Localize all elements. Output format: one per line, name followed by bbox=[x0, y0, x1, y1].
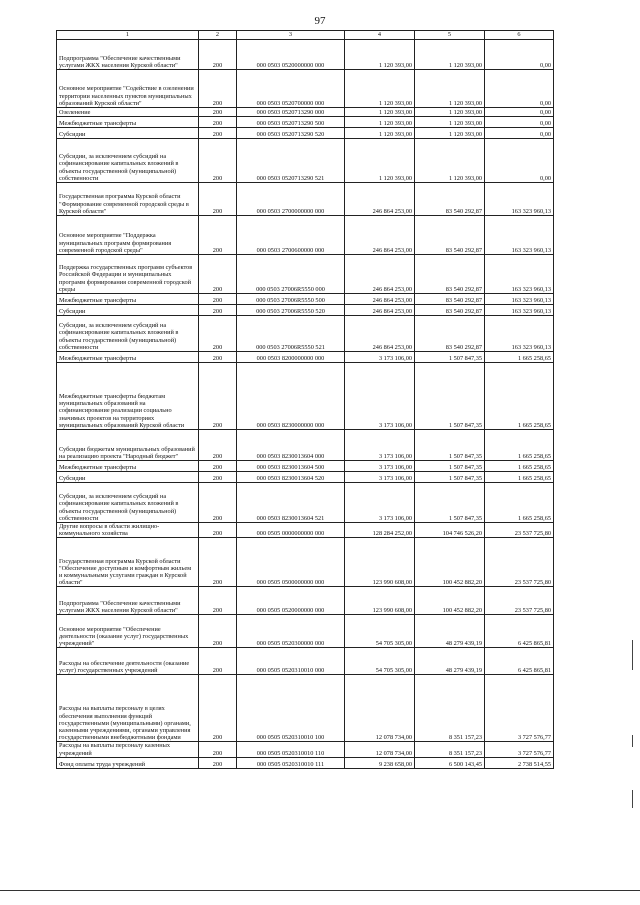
row-classifier-cell: 000 0505 0520300000 000 bbox=[237, 615, 345, 648]
row-name-cell: Основное мероприятие "Поддержка муниципальных программ формирования современной городской среды" bbox=[57, 216, 199, 255]
row-approved-cell: 9 238 658,00 bbox=[345, 757, 415, 768]
budget-table bbox=[56, 30, 554, 769]
row-remainder-cell: 6 425 865,81 bbox=[485, 615, 554, 648]
column-header-6: 6 bbox=[485, 31, 554, 40]
row-executed-cell: 1 507 847,35 bbox=[415, 472, 485, 483]
row-classifier-cell: 000 0503 27006R5550 521 bbox=[237, 316, 345, 352]
table-row bbox=[57, 615, 554, 648]
row-classifier-cell: 000 0503 0520000000 000 bbox=[237, 40, 345, 70]
row-name-cell: Межбюджетные трансферты bbox=[57, 352, 199, 363]
row-approved-cell: 3 173 106,00 bbox=[345, 483, 415, 523]
row-name-cell: Подпрограмма "Обеспечение качественными услугами ЖКХ населения Курской области" bbox=[57, 40, 199, 70]
row-approved-cell: 3 173 106,00 bbox=[345, 472, 415, 483]
row-code-cell: 200 bbox=[199, 128, 237, 139]
row-classifier-cell: 000 0505 0520310010 100 bbox=[237, 675, 345, 742]
row-name-cell: Государственная программа Курской области "Формирование современной городской среды в Курской области" bbox=[57, 183, 199, 216]
table-row bbox=[57, 523, 554, 538]
row-executed-cell: 8 351 157,23 bbox=[415, 742, 485, 757]
table-row bbox=[57, 352, 554, 363]
row-classifier-cell: 000 0503 0520713290 521 bbox=[237, 139, 345, 183]
column-header-3: 3 bbox=[237, 31, 345, 40]
row-code-cell: 200 bbox=[199, 363, 237, 430]
row-name-cell: Субсидии, за исключением субсидий на софинансирование капитальных вложений в объекты государственной (муниципальной) собственности bbox=[57, 316, 199, 352]
margin-mark bbox=[632, 790, 633, 808]
row-classifier-cell: 000 0505 0520310010 110 bbox=[237, 742, 345, 757]
row-name-cell: Фонд оплаты труда учреждений bbox=[57, 757, 199, 768]
row-code-cell: 200 bbox=[199, 305, 237, 316]
row-code-cell: 200 bbox=[199, 139, 237, 183]
row-name-cell: Другие вопросы в области жилищно-коммунального хозяйства bbox=[57, 523, 199, 538]
row-executed-cell: 1 120 393,00 bbox=[415, 117, 485, 128]
row-approved-cell: 128 284 252,00 bbox=[345, 523, 415, 538]
row-executed-cell: 1 120 393,00 bbox=[415, 139, 485, 183]
row-classifier-cell: 000 0503 27006R5550 500 bbox=[237, 294, 345, 305]
row-name-cell: Государственная программа Курской области "Обеспечение доступным и комфортным жильем и коммунальными услугами граждан в Курской области" bbox=[57, 538, 199, 587]
row-executed-cell: 83 540 292,87 bbox=[415, 316, 485, 352]
row-executed-cell: 1 120 393,00 bbox=[415, 70, 485, 108]
row-remainder-cell: 3 727 576,77 bbox=[485, 675, 554, 742]
row-classifier-cell: 000 0503 0520713290 520 bbox=[237, 128, 345, 139]
row-code-cell: 200 bbox=[199, 648, 237, 675]
row-approved-cell: 1 120 393,00 bbox=[345, 108, 415, 117]
row-approved-cell: 246 864 253,00 bbox=[345, 183, 415, 216]
row-approved-cell: 246 864 253,00 bbox=[345, 294, 415, 305]
row-name-cell: Межбюджетные трансферты bbox=[57, 294, 199, 305]
row-approved-cell: 1 120 393,00 bbox=[345, 70, 415, 108]
row-remainder-cell: 1 665 258,65 bbox=[485, 430, 554, 461]
row-name-cell: Расходы на выплаты персоналу казенных учреждений bbox=[57, 742, 199, 757]
row-name-cell: Поддержка государственных программ субъектов Российской Федерации и муниципальных программ формирования современной городской среды bbox=[57, 255, 199, 294]
row-executed-cell: 1 120 393,00 bbox=[415, 128, 485, 139]
row-executed-cell: 100 452 882,20 bbox=[415, 538, 485, 587]
row-remainder-cell: 23 537 725,80 bbox=[485, 523, 554, 538]
row-approved-cell: 3 173 106,00 bbox=[345, 430, 415, 461]
row-classifier-cell: 000 0503 27006R5550 000 bbox=[237, 255, 345, 294]
row-approved-cell: 3 173 106,00 bbox=[345, 461, 415, 472]
row-executed-cell: 8 351 157,23 bbox=[415, 675, 485, 742]
row-classifier-cell: 000 0503 8230013604 000 bbox=[237, 430, 345, 461]
table-row bbox=[57, 483, 554, 523]
table-row bbox=[57, 538, 554, 587]
row-code-cell: 200 bbox=[199, 40, 237, 70]
row-approved-cell: 3 173 106,00 bbox=[345, 352, 415, 363]
row-executed-cell: 83 540 292,87 bbox=[415, 183, 485, 216]
row-remainder-cell: 0,00 bbox=[485, 108, 554, 117]
table-row bbox=[57, 316, 554, 352]
column-header-5: 5 bbox=[415, 31, 485, 40]
row-name-cell: Расходы на обеспечение деятельности (оказание услуг) государственных учреждений bbox=[57, 648, 199, 675]
row-executed-cell: 1 507 847,35 bbox=[415, 461, 485, 472]
row-executed-cell: 1 120 393,00 bbox=[415, 40, 485, 70]
row-name-cell: Основное мероприятие "Обеспечение деятельности (оказание услуг) государственных учреждений" bbox=[57, 615, 199, 648]
row-code-cell: 200 bbox=[199, 117, 237, 128]
row-classifier-cell: 000 0503 0520700000 000 bbox=[237, 70, 345, 108]
row-remainder-cell: 23 537 725,80 bbox=[485, 538, 554, 587]
row-name-cell: Межбюджетные трансферты bbox=[57, 461, 199, 472]
row-code-cell: 200 bbox=[199, 675, 237, 742]
row-remainder-cell: 1 665 258,65 bbox=[485, 363, 554, 430]
row-code-cell: 200 bbox=[199, 472, 237, 483]
row-executed-cell: 1 507 847,35 bbox=[415, 363, 485, 430]
row-classifier-cell: 000 0503 8200000000 000 bbox=[237, 352, 345, 363]
table-row bbox=[57, 117, 554, 128]
table-row bbox=[57, 108, 554, 117]
row-executed-cell: 1 507 847,35 bbox=[415, 483, 485, 523]
row-approved-cell: 246 864 253,00 bbox=[345, 216, 415, 255]
row-code-cell: 200 bbox=[199, 216, 237, 255]
row-classifier-cell: 000 0505 0520310010 000 bbox=[237, 648, 345, 675]
row-remainder-cell: 0,00 bbox=[485, 128, 554, 139]
row-remainder-cell: 2 738 514,55 bbox=[485, 757, 554, 768]
row-name-cell: Озеленение bbox=[57, 108, 199, 117]
table-row bbox=[57, 757, 554, 768]
row-approved-cell: 54 705 305,00 bbox=[345, 648, 415, 675]
row-code-cell: 200 bbox=[199, 757, 237, 768]
row-executed-cell: 83 540 292,87 bbox=[415, 216, 485, 255]
row-code-cell: 200 bbox=[199, 461, 237, 472]
row-approved-cell: 246 864 253,00 bbox=[345, 305, 415, 316]
margin-mark bbox=[632, 735, 633, 747]
row-code-cell: 200 bbox=[199, 294, 237, 305]
row-remainder-cell: 1 665 258,65 bbox=[485, 483, 554, 523]
margin-mark bbox=[632, 640, 633, 670]
row-classifier-cell: 000 0503 2700000000 000 bbox=[237, 183, 345, 216]
row-name-cell: Межбюджетные трансферты bbox=[57, 117, 199, 128]
row-code-cell: 200 bbox=[199, 742, 237, 757]
row-remainder-cell: 1 665 258,65 bbox=[485, 461, 554, 472]
table-row bbox=[57, 363, 554, 430]
table-row bbox=[57, 255, 554, 294]
row-remainder-cell: 163 323 960,13 bbox=[485, 216, 554, 255]
row-name-cell: Расходы на выплаты персоналу в целях обеспечения выполнения функций государственными (муниципальными) органами, казенными учреждениями, органами управления государственными внебюджетными фондами bbox=[57, 675, 199, 742]
row-remainder-cell: 0,00 bbox=[485, 117, 554, 128]
row-approved-cell: 1 120 393,00 bbox=[345, 128, 415, 139]
row-approved-cell: 123 990 608,00 bbox=[345, 587, 415, 615]
row-classifier-cell: 000 0503 8230013604 521 bbox=[237, 483, 345, 523]
row-remainder-cell: 1 665 258,65 bbox=[485, 472, 554, 483]
table-row bbox=[57, 40, 554, 70]
table-row bbox=[57, 472, 554, 483]
table-row bbox=[57, 216, 554, 255]
row-approved-cell: 246 864 253,00 bbox=[345, 316, 415, 352]
row-approved-cell: 12 078 734,00 bbox=[345, 742, 415, 757]
table-row bbox=[57, 648, 554, 675]
row-executed-cell: 6 500 143,45 bbox=[415, 757, 485, 768]
row-approved-cell: 3 173 106,00 bbox=[345, 363, 415, 430]
row-executed-cell: 1 507 847,35 bbox=[415, 352, 485, 363]
row-name-cell: Субсидии bbox=[57, 305, 199, 316]
row-executed-cell: 100 452 882,20 bbox=[415, 587, 485, 615]
table-row bbox=[57, 128, 554, 139]
table-body bbox=[57, 40, 554, 769]
row-remainder-cell: 0,00 bbox=[485, 139, 554, 183]
row-executed-cell: 1 120 393,00 bbox=[415, 108, 485, 117]
row-remainder-cell: 0,00 bbox=[485, 70, 554, 108]
row-executed-cell: 83 540 292,87 bbox=[415, 305, 485, 316]
row-code-cell: 200 bbox=[199, 587, 237, 615]
row-remainder-cell: 163 323 960,13 bbox=[485, 294, 554, 305]
row-code-cell: 200 bbox=[199, 352, 237, 363]
header-row bbox=[57, 31, 554, 40]
row-remainder-cell: 23 537 725,80 bbox=[485, 587, 554, 615]
table-row bbox=[57, 461, 554, 472]
row-name-cell: Межбюджетные трансферты бюджетам муниципальных образований на софинансирование реализации социально значимых проектов на территориях муниципальных образований Курской области bbox=[57, 363, 199, 430]
row-name-cell: Субсидии, за исключением субсидий на софинансирование капитальных вложений в объекты государственной (муниципальной) собственности bbox=[57, 139, 199, 183]
row-classifier-cell: 000 0503 8230013604 500 bbox=[237, 461, 345, 472]
row-approved-cell: 1 120 393,00 bbox=[345, 117, 415, 128]
page-bottom-rule bbox=[0, 890, 640, 891]
row-approved-cell: 54 705 305,00 bbox=[345, 615, 415, 648]
column-header-1: 1 bbox=[57, 31, 199, 40]
row-code-cell: 200 bbox=[199, 255, 237, 294]
row-approved-cell: 1 120 393,00 bbox=[345, 40, 415, 70]
row-remainder-cell: 163 323 960,13 bbox=[485, 316, 554, 352]
row-classifier-cell: 000 0503 8230000000 000 bbox=[237, 363, 345, 430]
row-executed-cell: 104 746 526,20 bbox=[415, 523, 485, 538]
row-code-cell: 200 bbox=[199, 108, 237, 117]
row-classifier-cell: 000 0505 0520310010 111 bbox=[237, 757, 345, 768]
row-remainder-cell: 163 323 960,13 bbox=[485, 305, 554, 316]
row-approved-cell: 123 990 608,00 bbox=[345, 538, 415, 587]
row-executed-cell: 48 279 439,19 bbox=[415, 615, 485, 648]
row-classifier-cell: 000 0503 2700600000 000 bbox=[237, 216, 345, 255]
row-executed-cell: 48 279 439,19 bbox=[415, 648, 485, 675]
row-name-cell: Субсидии bbox=[57, 472, 199, 483]
table-row bbox=[57, 305, 554, 316]
row-code-cell: 200 bbox=[199, 538, 237, 587]
row-remainder-cell: 163 323 960,13 bbox=[485, 183, 554, 216]
table-row bbox=[57, 675, 554, 742]
row-code-cell: 200 bbox=[199, 430, 237, 461]
row-code-cell: 200 bbox=[199, 316, 237, 352]
row-name-cell: Подпрограмма "Обеспечение качественными услугами ЖКХ населения Курской области" bbox=[57, 587, 199, 615]
row-classifier-cell: 000 0505 0520000000 000 bbox=[237, 587, 345, 615]
table-row bbox=[57, 587, 554, 615]
row-remainder-cell: 0,00 bbox=[485, 40, 554, 70]
table-row bbox=[57, 294, 554, 305]
row-remainder-cell: 1 665 258,65 bbox=[485, 352, 554, 363]
column-header-2: 2 bbox=[199, 31, 237, 40]
page-number: 97 bbox=[314, 15, 326, 27]
row-remainder-cell: 6 425 865,81 bbox=[485, 648, 554, 675]
table-row bbox=[57, 430, 554, 461]
row-code-cell: 200 bbox=[199, 523, 237, 538]
row-classifier-cell: 000 0503 8230013604 520 bbox=[237, 472, 345, 483]
row-code-cell: 200 bbox=[199, 615, 237, 648]
row-executed-cell: 1 507 847,35 bbox=[415, 430, 485, 461]
column-header-4: 4 bbox=[345, 31, 415, 40]
row-code-cell: 200 bbox=[199, 183, 237, 216]
table-row bbox=[57, 742, 554, 757]
row-executed-cell: 83 540 292,87 bbox=[415, 294, 485, 305]
row-approved-cell: 1 120 393,00 bbox=[345, 139, 415, 183]
row-classifier-cell: 000 0503 0520713290 000 bbox=[237, 108, 345, 117]
row-classifier-cell: 000 0505 0000000000 000 bbox=[237, 523, 345, 538]
row-classifier-cell: 000 0503 27006R5550 520 bbox=[237, 305, 345, 316]
table-row bbox=[57, 70, 554, 108]
row-remainder-cell: 3 727 576,77 bbox=[485, 742, 554, 757]
table-row bbox=[57, 139, 554, 183]
row-name-cell: Субсидии, за исключением субсидий на софинансирование капитальных вложений в объекты государственной (муниципальной) собственности bbox=[57, 483, 199, 523]
row-executed-cell: 83 540 292,87 bbox=[415, 255, 485, 294]
row-approved-cell: 12 078 734,00 bbox=[345, 675, 415, 742]
row-remainder-cell: 163 323 960,13 bbox=[485, 255, 554, 294]
row-approved-cell: 246 864 253,00 bbox=[345, 255, 415, 294]
table-row bbox=[57, 183, 554, 216]
row-classifier-cell: 000 0505 0500000000 000 bbox=[237, 538, 345, 587]
row-name-cell: Субсидии бюджетам муниципальных образований на реализацию проекта "Народный бюджет" bbox=[57, 430, 199, 461]
row-code-cell: 200 bbox=[199, 483, 237, 523]
row-classifier-cell: 000 0503 0520713290 500 bbox=[237, 117, 345, 128]
row-name-cell: Основное мероприятие "Содействие в озеленении территории населенных пунктов муниципальных образований Курской области" bbox=[57, 70, 199, 108]
row-code-cell: 200 bbox=[199, 70, 237, 108]
row-name-cell: Субсидии bbox=[57, 128, 199, 139]
